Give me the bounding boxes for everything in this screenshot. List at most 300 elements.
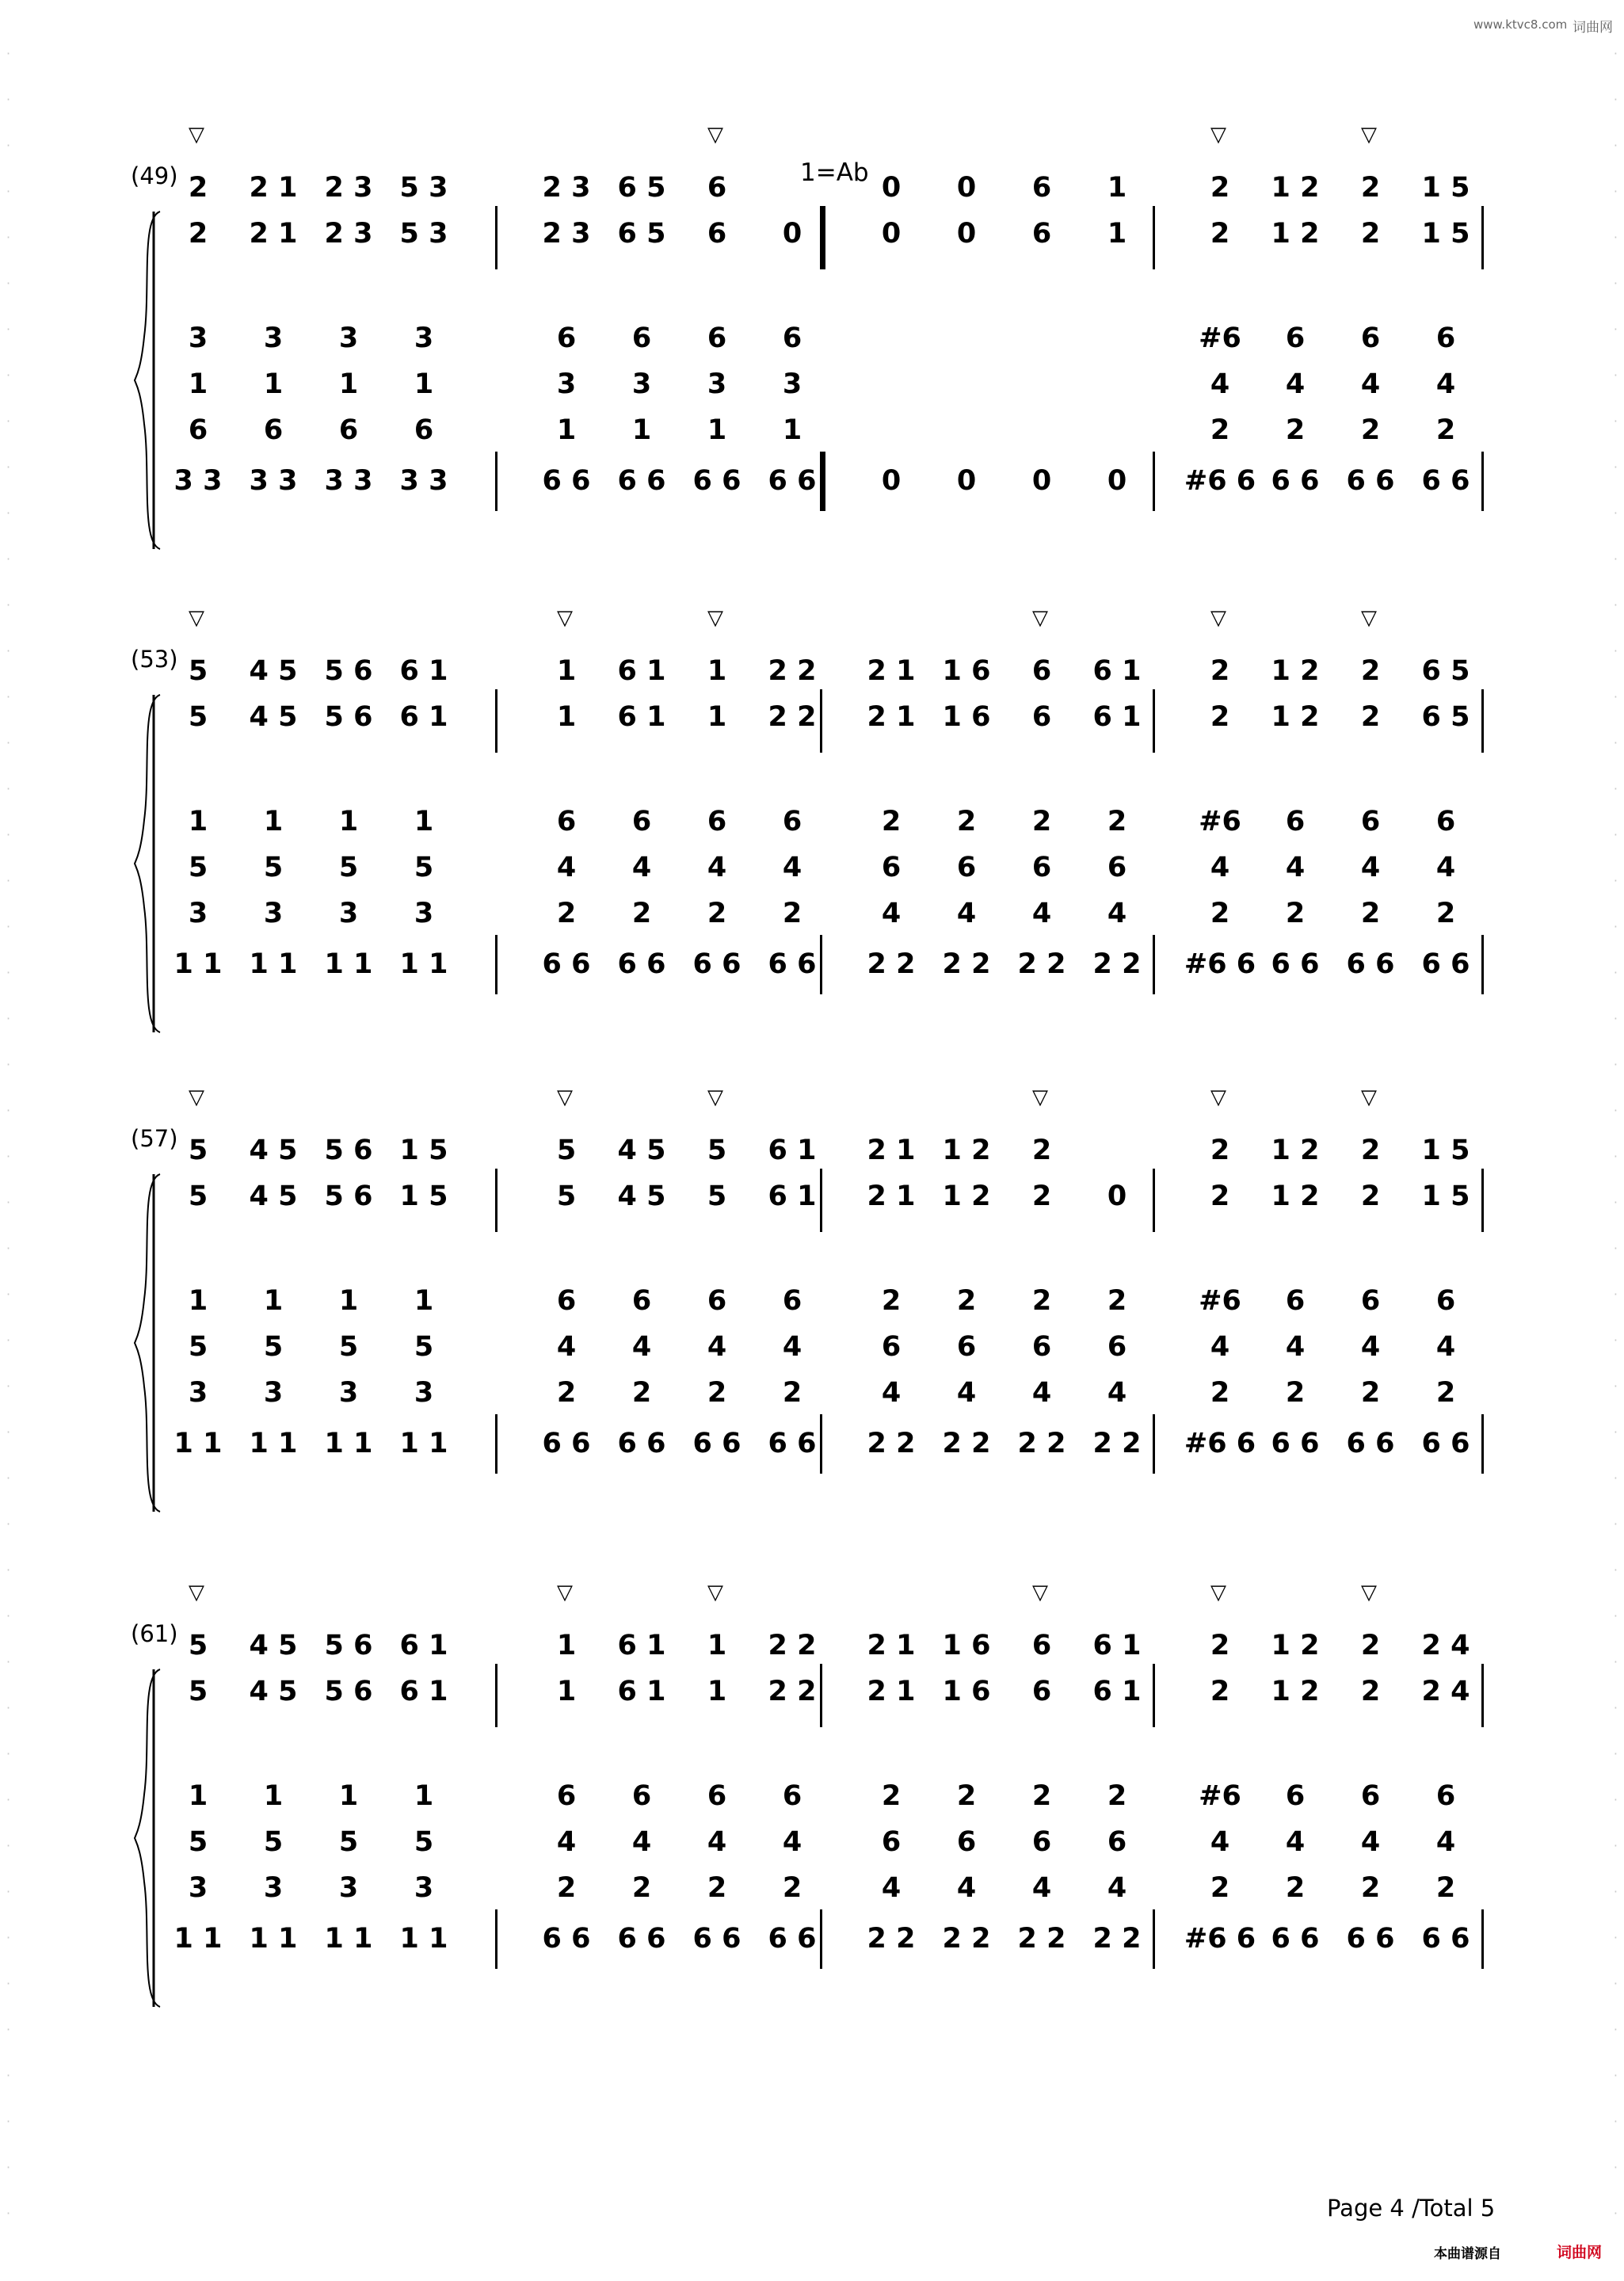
bass-note: #6 6 bbox=[1184, 465, 1256, 497]
chord-low-note: 2 bbox=[707, 1377, 727, 1409]
chord-low-note: 2 bbox=[1210, 1872, 1230, 1904]
breath-mark-icon: ▽ bbox=[707, 1085, 723, 1109]
melody-bottom-note: 1 2 bbox=[1271, 1181, 1320, 1212]
chord-mid-note: 6 bbox=[1107, 852, 1127, 883]
chord-mid-note: 4 bbox=[1360, 852, 1381, 883]
breath-mark-icon: ▽ bbox=[189, 606, 204, 630]
bass-note: 6 6 bbox=[768, 1923, 817, 1955]
chord-low-note: 2 bbox=[1435, 414, 1456, 446]
chord-upper-note: 6 bbox=[1285, 322, 1306, 354]
watermark-glyph: · bbox=[6, 1287, 11, 1302]
watermark-glyph: · bbox=[1613, 597, 1618, 612]
chord-upper-note: 6 bbox=[631, 322, 652, 354]
chord-low-note: 3 bbox=[188, 1872, 208, 1904]
bar-line bbox=[495, 935, 497, 994]
watermark-glyph: · bbox=[1613, 414, 1618, 429]
watermark-glyph: · bbox=[6, 1011, 11, 1026]
breath-mark-icon: ▽ bbox=[557, 1085, 573, 1109]
chord-upper-note: 2 bbox=[956, 1285, 977, 1317]
system-brace bbox=[133, 693, 165, 1034]
watermark-glyph: · bbox=[6, 1746, 11, 1761]
bass-note: 3 3 bbox=[324, 465, 373, 497]
melody-bottom-note: 0 bbox=[1107, 1181, 1127, 1212]
watermark-glyph: · bbox=[1613, 276, 1618, 291]
watermark-glyph: · bbox=[1613, 965, 1618, 980]
chord-mid-note: 5 bbox=[338, 852, 359, 883]
melody-bottom-note: 2 3 bbox=[542, 218, 591, 250]
chord-mid-note: 4 bbox=[1285, 852, 1306, 883]
breath-mark-icon: ▽ bbox=[1210, 1581, 1226, 1604]
chord-low-note: 4 bbox=[881, 1872, 902, 1904]
melody-top-note: 6 5 bbox=[617, 172, 666, 204]
breath-mark-icon: ▽ bbox=[1361, 1085, 1377, 1109]
chord-low-note: 1 bbox=[707, 414, 727, 446]
chord-low-note: 3 bbox=[414, 1872, 434, 1904]
chord-upper-note: 6 bbox=[707, 322, 727, 354]
bass-note: 3 3 bbox=[173, 465, 223, 497]
measure-number: (53) bbox=[131, 646, 178, 673]
melody-top-note: 2 bbox=[1360, 1630, 1381, 1661]
chord-mid-note: 4 bbox=[707, 1331, 727, 1363]
melody-bottom-note: 1 bbox=[1107, 218, 1127, 250]
chord-upper-note: 6 bbox=[556, 322, 577, 354]
bass-note: 6 6 bbox=[617, 1428, 666, 1459]
chord-mid-note: 5 bbox=[414, 1331, 434, 1363]
bass-note: 1 1 bbox=[173, 948, 223, 980]
melody-bottom-note: 2 bbox=[1360, 1676, 1381, 1707]
watermark-glyph: · bbox=[6, 919, 11, 934]
chord-low-note: 2 bbox=[1210, 1377, 1230, 1409]
melody-bottom-note: 6 1 bbox=[399, 1676, 448, 1707]
chord-upper-note: 6 bbox=[1435, 1780, 1456, 1812]
chord-upper-note: 6 bbox=[1285, 1285, 1306, 1317]
chord-low-note: 1 bbox=[556, 414, 577, 446]
melody-top-note: 6 1 bbox=[617, 1630, 666, 1661]
bass-note: 3 3 bbox=[399, 465, 448, 497]
watermark-glyph: · bbox=[1613, 643, 1618, 658]
melody-top-note: 2 3 bbox=[324, 172, 373, 204]
chord-mid-note: 5 bbox=[338, 1331, 359, 1363]
melody-bottom-note: 2 bbox=[1210, 701, 1230, 733]
melody-bottom-note: 2 1 bbox=[867, 1181, 916, 1212]
chord-mid-note: 5 bbox=[263, 852, 284, 883]
bar-line bbox=[820, 452, 825, 511]
chord-mid-note: 4 bbox=[631, 1826, 652, 1858]
bar-line bbox=[820, 1169, 822, 1232]
chord-upper-note: 6 bbox=[707, 1285, 727, 1317]
chord-mid-note: 5 bbox=[338, 1826, 359, 1858]
bar-line bbox=[1481, 1909, 1484, 1969]
watermark-glyph: · bbox=[1613, 1838, 1618, 1853]
breath-mark-icon: ▽ bbox=[1210, 1085, 1226, 1109]
chord-low-note: 2 bbox=[1360, 898, 1381, 929]
chord-upper-note: 1 bbox=[263, 806, 284, 837]
breath-mark-icon: ▽ bbox=[1361, 123, 1377, 147]
melody-bottom-note: 1 2 bbox=[1271, 1676, 1320, 1707]
system-brace bbox=[133, 1668, 165, 2008]
chord-upper-note: 6 bbox=[782, 322, 802, 354]
watermark-glyph: · bbox=[6, 1608, 11, 1623]
melody-top-note: 1 2 bbox=[1271, 172, 1320, 204]
chord-low-note: 6 bbox=[263, 414, 284, 446]
watermark-glyph: · bbox=[1613, 1976, 1618, 1991]
melody-top-note: 1 bbox=[707, 655, 727, 687]
chord-low-note: 4 bbox=[1107, 1377, 1127, 1409]
watermark-glyph: · bbox=[6, 1103, 11, 1118]
chord-low-note: 2 bbox=[556, 1872, 577, 1904]
bass-note: 1 1 bbox=[249, 948, 298, 980]
chord-mid-note: 4 bbox=[1435, 368, 1456, 400]
chord-low-note: 2 bbox=[1210, 898, 1230, 929]
chord-mid-note: 6 bbox=[1031, 1331, 1052, 1363]
melody-top-note: 2 bbox=[1360, 1135, 1381, 1166]
chord-upper-note: 2 bbox=[1031, 1285, 1052, 1317]
melody-top-note: 1 bbox=[556, 655, 577, 687]
melody-bottom-note: 6 1 bbox=[768, 1181, 817, 1212]
bass-note: #6 6 bbox=[1184, 948, 1256, 980]
melody-bottom-note: 6 5 bbox=[617, 218, 666, 250]
chord-upper-note: 2 bbox=[956, 806, 977, 837]
bar-line bbox=[1481, 689, 1484, 753]
chord-low-note: 4 bbox=[1031, 898, 1052, 929]
chord-upper-note: 1 bbox=[263, 1285, 284, 1317]
bass-note: 6 6 bbox=[542, 465, 591, 497]
bass-note: #6 6 bbox=[1184, 1923, 1256, 1955]
chord-low-note: 2 bbox=[782, 1377, 802, 1409]
melody-top-note: 5 bbox=[188, 655, 208, 687]
chord-low-note: 3 bbox=[338, 898, 359, 929]
bass-note: 6 6 bbox=[692, 1923, 741, 1955]
watermark-glyph: · bbox=[1613, 735, 1618, 750]
chord-upper-note: 3 bbox=[338, 322, 359, 354]
bass-note: 6 6 bbox=[542, 948, 591, 980]
bass-note: 6 6 bbox=[617, 465, 666, 497]
bass-note: 0 bbox=[881, 465, 902, 497]
bar-line bbox=[495, 1169, 497, 1232]
bass-note: 1 1 bbox=[173, 1428, 223, 1459]
chord-low-note: 3 bbox=[338, 1377, 359, 1409]
breath-mark-icon: ▽ bbox=[1032, 1085, 1048, 1109]
chord-mid-note: 4 bbox=[1360, 368, 1381, 400]
melody-top-note: 2 4 bbox=[1421, 1630, 1470, 1661]
bass-note: 2 2 bbox=[1092, 1923, 1142, 1955]
melody-bottom-note: 6 1 bbox=[1092, 701, 1142, 733]
chord-low-note: 6 bbox=[414, 414, 434, 446]
melody-bottom-note: 1 5 bbox=[399, 1181, 448, 1212]
watermark-glyph: · bbox=[6, 1195, 11, 1210]
watermark-glyph: · bbox=[1613, 1930, 1618, 1945]
chord-mid-note: 4 bbox=[1210, 1826, 1230, 1858]
melody-top-note: 6 bbox=[1031, 172, 1052, 204]
chord-mid-note: 6 bbox=[1031, 852, 1052, 883]
chord-mid-note: 6 bbox=[956, 1826, 977, 1858]
chord-upper-note: 2 bbox=[1107, 1780, 1127, 1812]
melody-top-note: 6 5 bbox=[1421, 655, 1470, 687]
measure-number: (49) bbox=[131, 162, 178, 189]
watermark-glyph: · bbox=[1613, 505, 1618, 521]
melody-bottom-note: 4 5 bbox=[617, 1181, 666, 1212]
watermark-glyph: · bbox=[1613, 1654, 1618, 1669]
melody-top-note: 1 2 bbox=[1271, 1630, 1320, 1661]
melody-bottom-note: 2 bbox=[1360, 1181, 1381, 1212]
melody-bottom-note: 6 bbox=[1031, 1676, 1052, 1707]
measure-number: (61) bbox=[131, 1620, 178, 1647]
bass-note: 6 6 bbox=[768, 948, 817, 980]
system-brace bbox=[133, 1173, 165, 1513]
chord-mid-note: 6 bbox=[881, 1331, 902, 1363]
bar-line bbox=[820, 935, 822, 994]
watermark-glyph: · bbox=[6, 1976, 11, 1991]
melody-top-note: 2 bbox=[1210, 172, 1230, 204]
breath-mark-icon: ▽ bbox=[189, 123, 204, 147]
watermark-glyph: · bbox=[1613, 781, 1618, 796]
chord-mid-note: 4 bbox=[1360, 1331, 1381, 1363]
melody-top-note: 0 bbox=[956, 172, 977, 204]
watermark-glyph: · bbox=[1613, 1011, 1618, 1026]
chord-upper-note: 6 bbox=[1360, 1780, 1381, 1812]
system-brace bbox=[133, 210, 165, 551]
watermark-glyph: · bbox=[1613, 1562, 1618, 1577]
chord-upper-note: #6 bbox=[1199, 806, 1241, 837]
melody-bottom-note: 1 bbox=[556, 1676, 577, 1707]
watermark-glyph: · bbox=[1613, 1241, 1618, 1256]
watermark-glyph: · bbox=[6, 781, 11, 796]
melody-top-note: 2 bbox=[1210, 1630, 1230, 1661]
chord-low-note: 2 bbox=[1360, 1872, 1381, 1904]
chord-mid-note: 4 bbox=[782, 1331, 802, 1363]
chord-low-note: 2 bbox=[1435, 898, 1456, 929]
melody-bottom-note: 4 5 bbox=[249, 701, 298, 733]
bar-line bbox=[820, 206, 825, 269]
melody-bottom-note: 4 5 bbox=[249, 1676, 298, 1707]
melody-top-note: 2 1 bbox=[867, 1135, 916, 1166]
breath-mark-icon: ▽ bbox=[1361, 606, 1377, 630]
melody-bottom-note: 6 5 bbox=[1421, 701, 1470, 733]
chord-low-note: 1 bbox=[782, 414, 802, 446]
melody-top-note: 6 1 bbox=[1092, 655, 1142, 687]
chord-upper-note: 6 bbox=[1285, 1780, 1306, 1812]
melody-bottom-note: 6 bbox=[707, 218, 727, 250]
bar-line bbox=[495, 1909, 497, 1969]
chord-mid-note: 4 bbox=[1435, 852, 1456, 883]
melody-top-note: 4 5 bbox=[249, 655, 298, 687]
watermark-glyph: · bbox=[1613, 1057, 1618, 1072]
bass-note: 2 2 bbox=[942, 1923, 991, 1955]
watermark-glyph: · bbox=[1613, 1379, 1618, 1394]
chord-upper-note: 6 bbox=[556, 806, 577, 837]
chord-mid-note: 5 bbox=[188, 1826, 208, 1858]
watermark-glyph: · bbox=[1613, 2206, 1618, 2221]
bass-note: 2 2 bbox=[1017, 1428, 1066, 1459]
watermark-glyph: · bbox=[1613, 184, 1618, 199]
bass-note: 0 bbox=[1107, 465, 1127, 497]
melody-top-note: 5 bbox=[556, 1135, 577, 1166]
bar-line bbox=[820, 1909, 822, 1969]
chord-low-note: 2 bbox=[631, 1872, 652, 1904]
melody-top-note: 0 bbox=[881, 172, 902, 204]
chord-low-note: 3 bbox=[263, 1872, 284, 1904]
chord-upper-note: 6 bbox=[556, 1780, 577, 1812]
bass-note: 6 6 bbox=[768, 1428, 817, 1459]
chord-upper-note: 6 bbox=[1435, 322, 1456, 354]
bass-note: 6 6 bbox=[542, 1923, 591, 1955]
melody-bottom-note: 0 bbox=[782, 218, 802, 250]
watermark-glyph: · bbox=[6, 1379, 11, 1394]
bar-line bbox=[1153, 935, 1155, 994]
watermark-glyph: · bbox=[1613, 230, 1618, 245]
melody-bottom-note: 6 bbox=[1031, 701, 1052, 733]
bass-note: 2 2 bbox=[1017, 948, 1066, 980]
watermark-glyph: · bbox=[6, 1654, 11, 1669]
melody-top-note: 1 5 bbox=[1421, 1135, 1470, 1166]
bass-note: 0 bbox=[956, 465, 977, 497]
chord-low-note: 4 bbox=[1107, 898, 1127, 929]
watermark-glyph: · bbox=[6, 1562, 11, 1577]
bass-note: 2 2 bbox=[867, 1428, 916, 1459]
bar-line bbox=[1153, 452, 1155, 511]
bass-note: 2 2 bbox=[942, 1428, 991, 1459]
chord-low-note: 2 bbox=[556, 1377, 577, 1409]
chord-upper-note: 1 bbox=[414, 1285, 434, 1317]
watermark-glyph: · bbox=[1613, 368, 1618, 383]
bass-note: 1 1 bbox=[399, 948, 448, 980]
bass-note: 6 6 bbox=[1421, 948, 1470, 980]
bass-note: 2 2 bbox=[1092, 948, 1142, 980]
melody-top-note: 6 bbox=[1031, 655, 1052, 687]
melody-top-note: 1 bbox=[1107, 172, 1127, 204]
melody-bottom-note: 2 bbox=[1360, 218, 1381, 250]
chord-upper-note: 1 bbox=[188, 806, 208, 837]
watermark-glyph: · bbox=[6, 2022, 11, 2037]
melody-top-note: 6 1 bbox=[768, 1135, 817, 1166]
melody-top-note: 6 1 bbox=[399, 1630, 448, 1661]
watermark-glyph: · bbox=[6, 689, 11, 704]
chord-upper-note: 2 bbox=[1107, 1285, 1127, 1317]
watermark-glyph: · bbox=[6, 322, 11, 337]
bar-line bbox=[495, 452, 497, 511]
chord-upper-note: #6 bbox=[1199, 322, 1241, 354]
watermark-glyph: · bbox=[1613, 322, 1618, 337]
chord-upper-note: 6 bbox=[782, 806, 802, 837]
chord-low-note: 1 bbox=[631, 414, 652, 446]
melody-top-note: 1 2 bbox=[1271, 655, 1320, 687]
bar-line bbox=[1153, 1664, 1155, 1727]
chord-low-note: 4 bbox=[1031, 1377, 1052, 1409]
melody-bottom-note: 6 1 bbox=[617, 1676, 666, 1707]
bar-line bbox=[495, 1664, 497, 1727]
bass-note: 1 1 bbox=[324, 1428, 373, 1459]
chord-mid-note: 4 bbox=[631, 1331, 652, 1363]
chord-upper-note: 3 bbox=[188, 322, 208, 354]
watermark-glyph: · bbox=[6, 551, 11, 566]
chord-mid-note: 6 bbox=[1107, 1826, 1127, 1858]
chord-upper-note: 2 bbox=[881, 1285, 902, 1317]
chord-mid-note: 4 bbox=[1285, 368, 1306, 400]
chord-upper-note: #6 bbox=[1199, 1285, 1241, 1317]
melody-top-note: 1 6 bbox=[942, 655, 991, 687]
bass-note: #6 6 bbox=[1184, 1428, 1256, 1459]
bass-note: 3 3 bbox=[249, 465, 298, 497]
watermark-glyph: · bbox=[6, 1057, 11, 1072]
bass-note: 6 6 bbox=[1421, 1923, 1470, 1955]
bass-note: 6 6 bbox=[1346, 1923, 1395, 1955]
watermark-glyph: · bbox=[6, 1516, 11, 1531]
chord-mid-note: 6 bbox=[956, 852, 977, 883]
chord-mid-note: 5 bbox=[188, 1331, 208, 1363]
bass-note: 2 2 bbox=[867, 948, 916, 980]
chord-mid-note: 5 bbox=[188, 852, 208, 883]
chord-mid-note: 5 bbox=[414, 852, 434, 883]
watermark-glyph: · bbox=[6, 643, 11, 658]
chord-upper-note: 2 bbox=[1107, 806, 1127, 837]
melody-top-note: 6 bbox=[707, 172, 727, 204]
watermark-glyph: · bbox=[1613, 2114, 1618, 2129]
watermark-glyph: · bbox=[1613, 1792, 1618, 1807]
melody-top-note: 2 bbox=[1210, 655, 1230, 687]
breath-mark-icon: ▽ bbox=[707, 1581, 723, 1604]
watermark-glyph: · bbox=[1613, 1608, 1618, 1623]
chord-low-note: 2 bbox=[1285, 1872, 1306, 1904]
chord-mid-note: 1 bbox=[263, 368, 284, 400]
bass-note: 6 6 bbox=[542, 1428, 591, 1459]
breath-mark-icon: ▽ bbox=[1032, 606, 1048, 630]
watermark-glyph: · bbox=[6, 460, 11, 475]
watermark-glyph: · bbox=[6, 1149, 11, 1164]
chord-upper-note: 6 bbox=[707, 1780, 727, 1812]
melody-top-note: 2 bbox=[1360, 172, 1381, 204]
watermark-glyph: · bbox=[6, 138, 11, 153]
bar-line bbox=[1153, 1169, 1155, 1232]
watermark-glyph: · bbox=[1613, 919, 1618, 934]
chord-upper-note: 2 bbox=[1031, 1780, 1052, 1812]
watermark-glyph: · bbox=[6, 965, 11, 980]
melody-bottom-note: 0 bbox=[956, 218, 977, 250]
melody-top-note: 5 bbox=[188, 1630, 208, 1661]
chord-mid-note: 4 bbox=[1285, 1826, 1306, 1858]
bass-note: 6 6 bbox=[1421, 1428, 1470, 1459]
chord-upper-note: 2 bbox=[881, 1780, 902, 1812]
chord-low-note: 3 bbox=[414, 898, 434, 929]
chord-low-note: 6 bbox=[188, 414, 208, 446]
melody-top-note: 5 3 bbox=[399, 172, 448, 204]
bar-line bbox=[495, 206, 497, 269]
watermark-glyph: · bbox=[6, 1333, 11, 1348]
melody-top-note: 2 2 bbox=[768, 1630, 817, 1661]
bar-line bbox=[1481, 1664, 1484, 1727]
melody-bottom-note: 5 6 bbox=[324, 701, 373, 733]
bar-line bbox=[1153, 1414, 1155, 1474]
bass-note: 6 6 bbox=[692, 948, 741, 980]
chord-upper-note: 1 bbox=[188, 1285, 208, 1317]
chord-low-note: 2 bbox=[1435, 1377, 1456, 1409]
key-change-label: 1=Ab bbox=[800, 158, 869, 187]
watermark-glyph: · bbox=[1613, 1287, 1618, 1302]
chord-low-note: 2 bbox=[1360, 1377, 1381, 1409]
watermark-glyph: · bbox=[1613, 689, 1618, 704]
measure-number: (57) bbox=[131, 1125, 178, 1152]
chord-upper-note: 6 bbox=[1360, 1285, 1381, 1317]
chord-low-note: 3 bbox=[188, 898, 208, 929]
watermark-glyph: · bbox=[1613, 2160, 1618, 2175]
melody-bottom-note: 2 3 bbox=[324, 218, 373, 250]
chord-mid-note: 6 bbox=[1031, 1826, 1052, 1858]
bass-note: 6 6 bbox=[1271, 948, 1320, 980]
bass-note: 0 bbox=[1031, 465, 1052, 497]
chord-mid-note: 4 bbox=[1210, 1331, 1230, 1363]
melody-top-note: 4 5 bbox=[249, 1135, 298, 1166]
bar-line bbox=[1481, 935, 1484, 994]
bass-note: 6 6 bbox=[617, 948, 666, 980]
